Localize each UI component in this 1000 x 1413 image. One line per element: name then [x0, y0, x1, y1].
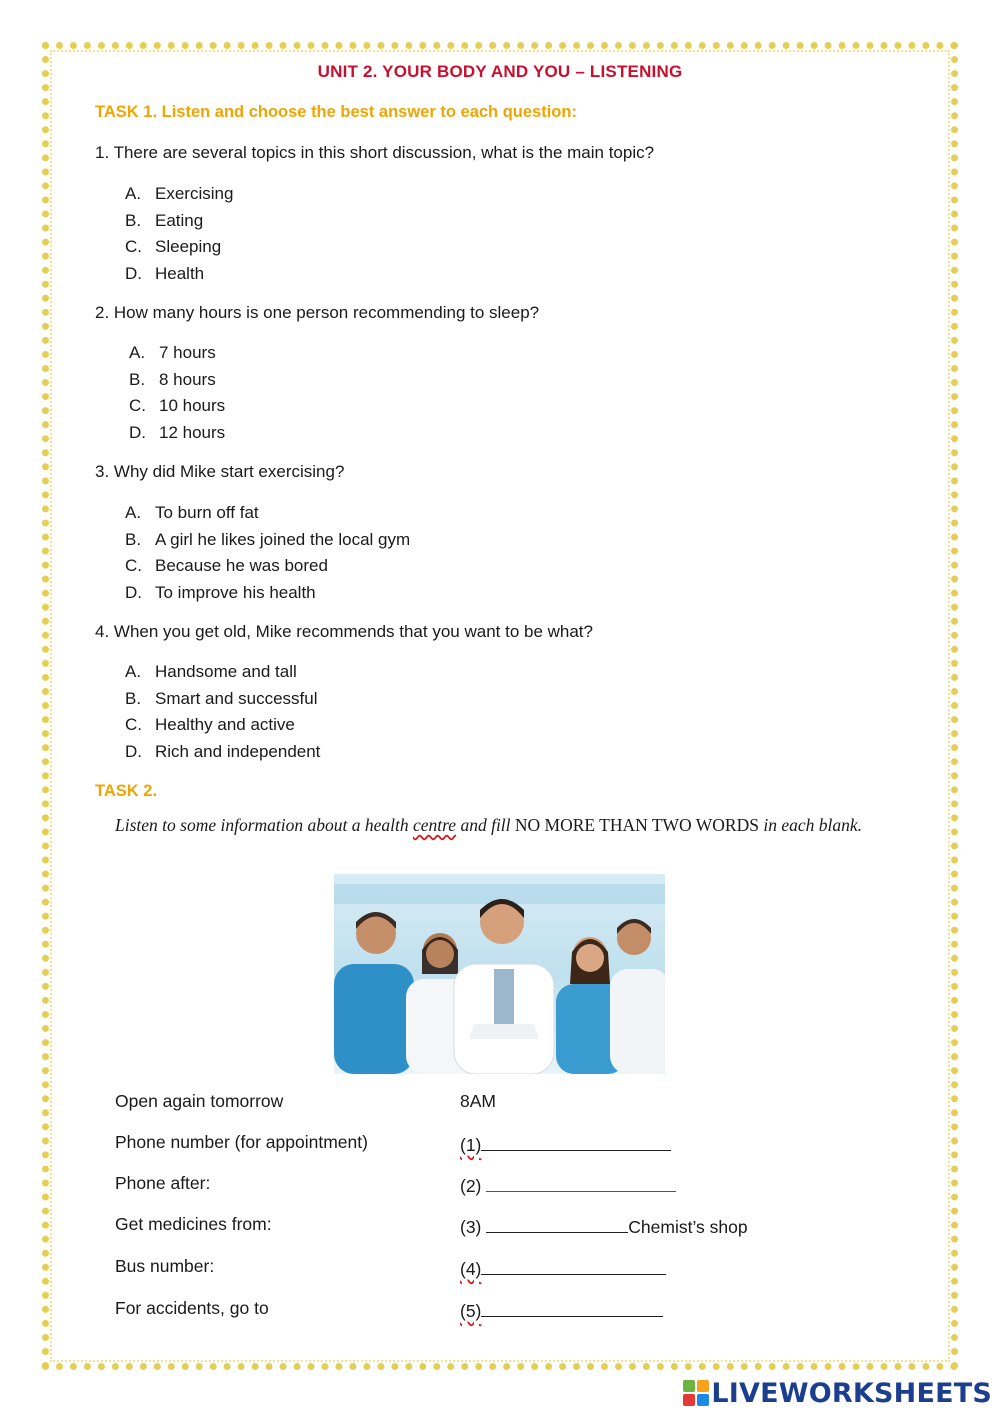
- page-title: UNIT 2. YOUR BODY AND YOU – LISTENING: [317, 62, 683, 81]
- form-row-bus: Bus number: (4): [115, 1256, 895, 1286]
- option[interactable]: B. Eating: [125, 210, 204, 230]
- question-1: 1. There are several topics in this short discussion, what is the main topic?: [95, 143, 655, 162]
- option[interactable]: A. Handsome and tall: [125, 662, 297, 681]
- logo-text: LIVEWORKSHEETS: [711, 1377, 992, 1409]
- option[interactable]: A. To burn off fat: [125, 503, 259, 522]
- blank-2-input[interactable]: [486, 1173, 676, 1192]
- option[interactable]: A. 7 hours: [129, 343, 216, 362]
- question-2-options: [129, 340, 225, 446]
- logo-mark-icon: [683, 1380, 709, 1406]
- option[interactable]: D. To improve his health: [125, 582, 316, 602]
- form-row-accidents: For accidents, go to (5): [115, 1298, 895, 1328]
- task2-instruction: Listen to some information about a health centre and fill NO MORE THAN TWO WORDS in each blank.: [115, 815, 862, 835]
- liveworksheets-logo: [683, 1378, 992, 1408]
- task1-heading: TASK 1. Listen and choose the best answer to each question:: [95, 103, 577, 121]
- question-1-options: [125, 181, 233, 287]
- question-4: 4. When you get old, Mike recommends that you want to be what?: [95, 622, 593, 641]
- form-row-medicines: Get medicines from: (3) Chemist’s shop: [115, 1214, 748, 1237]
- form-row-phone-number: Phone number (for appointment) (1): [115, 1132, 895, 1162]
- form-row-phone-after: Phone after: (2): [115, 1173, 895, 1203]
- question-4-options: [125, 659, 320, 765]
- option[interactable]: D. Rich and independent: [125, 741, 321, 761]
- option[interactable]: B. Smart and successful: [125, 688, 318, 708]
- form-row-open: Open again tomorrow 8AM: [115, 1091, 496, 1111]
- blank-5-input[interactable]: [481, 1298, 663, 1317]
- option[interactable]: D. Health: [125, 263, 205, 283]
- question-3: 3. Why did Mike start exercising?: [95, 462, 345, 481]
- option[interactable]: B. 8 hours: [129, 369, 216, 389]
- task2-heading: TASK 2.: [95, 782, 158, 800]
- blank-4-input[interactable]: [481, 1256, 666, 1275]
- medical-team-photo: [334, 874, 665, 1074]
- option[interactable]: D. 12 hours: [129, 422, 226, 442]
- option[interactable]: C. Healthy and active: [125, 715, 295, 734]
- question-2: 2. How many hours is one person recommending to sleep?: [95, 303, 540, 322]
- option[interactable]: C. Sleeping: [125, 237, 222, 256]
- question-3-options: [125, 500, 410, 606]
- blank-1-input[interactable]: [481, 1132, 671, 1151]
- option[interactable]: C. 10 hours: [129, 396, 226, 415]
- option[interactable]: C. Because he was bored: [125, 556, 328, 575]
- open-time-value: 8AM: [460, 1091, 496, 1111]
- option[interactable]: A. Exercising: [125, 184, 234, 203]
- blank-3-input[interactable]: [486, 1214, 628, 1233]
- option[interactable]: B. A girl he likes joined the local gym: [125, 529, 411, 549]
